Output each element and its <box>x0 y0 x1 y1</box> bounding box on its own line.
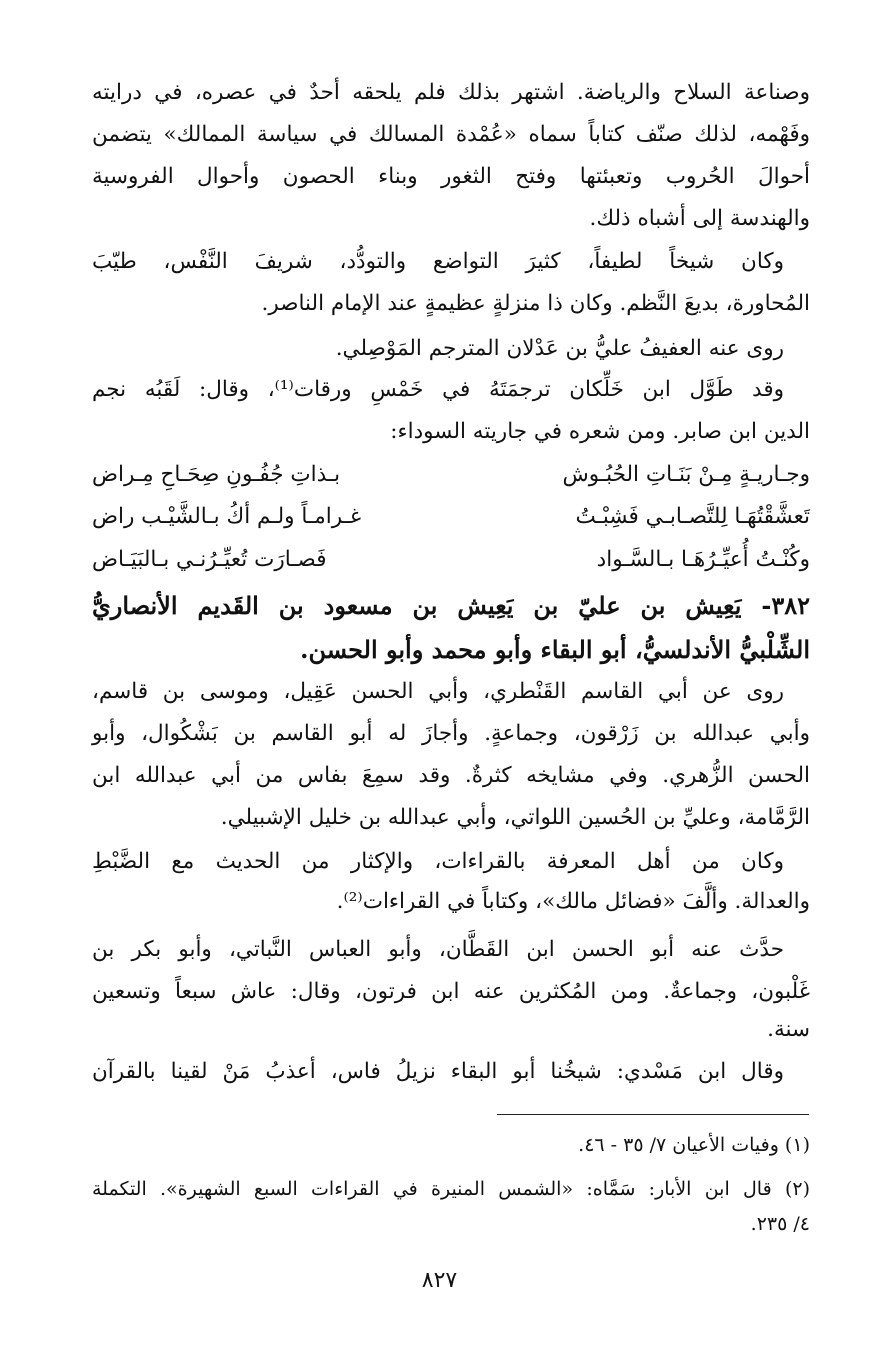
entry-heading-line-2: الشِّلْبيُّ الأندلسيُّ، أبو البقاء وأبو محمد وأبو الحسن. <box>300 635 810 664</box>
paragraph-5-line-4: الرَّمَّامة، وعليِّ بن الحُسين اللواتي، وأبي عبدالله بن خليل الإشبيلي. <box>220 805 810 830</box>
paragraph-7-line-3: سنة. <box>767 1017 810 1042</box>
paragraph-1-line-1: وصناعة السلاح والرياضة. اشتهر بذلك فلم يلحقه أحدٌ في عصره، في درايته <box>92 80 810 105</box>
paragraph-2-line-1: وكان شيخاً لطيفاً، كثيرَ التواضع والتودُّد، شريفَ النَّفْس، طيّبَ <box>92 249 784 274</box>
poem-verse-1-first-hemistich: وجـاريـةٍ مِـنْ بَنَـاتِ الحُبُـوش <box>562 462 810 487</box>
paragraph-1-line-2: وفَهْمه، لذلك صنّف كتاباً سماه «عُمْدة المسالك في سياسة الممالك» يتضمن <box>92 122 810 147</box>
paragraph-1-line-4: والهندسة إلى أشباه ذلك. <box>589 206 810 231</box>
footnote-2-line-2: ٤/ ٢٣٥. <box>750 1213 810 1235</box>
poem-verse-3-second-hemistich: فَصـارَت تُعيِّـرُنـي بـالبَيَـاض <box>92 547 327 572</box>
paragraph-7-line-2: غَلْبون، وجماعةٌ. ومن المُكثرين عنه ابن فرتون، وقال: عاش سبعاً وتسعين <box>92 979 810 1004</box>
paragraph-1-line-3: أحوالَ الحُروب وتعبئتها وفتح الثغور وبناء الحصون وأحوال الفروسية <box>92 164 810 189</box>
poem-verse-2-first-hemistich: تَعشَّقْتُهَـا لِلتَّصـابـي فَشِبْـتُ <box>575 504 810 529</box>
footnote-2-line-1: (٢) قال ابن الأبار: سَمَّاه: «الشمس المنيرة في القراءات السبع الشهيرة». التكملة <box>92 1178 810 1200</box>
poem-verse-1-second-hemistich: بـذاتِ جُفُـونِ صِحَـاحِ مِـراض <box>92 462 341 487</box>
paragraph-5-line-3: الحسن الزُّهري. وفي مشايخه كثرةٌ. وقد سمِعَ بفاس من أبي عبدالله ابن <box>92 763 810 788</box>
paragraph-4-line-1: وقد طَوَّل ابن خَلِّكان ترجمَتَهُ في خَمْسِ ورقات⁽¹⁾، وقال: لَقَبُه نجم <box>92 377 784 402</box>
poem-verse-2-second-hemistich: غـرامـاً ولـم أكُ بـالشَّيْـب راض <box>92 504 362 529</box>
paragraph-4-line-2: الدين ابن صابر. ومن شعره في جاريته السوداء: <box>390 419 810 444</box>
poem-verse-3-first-hemistich: وكُنْـتُ أُعيِّـرُهَـا بـالسَّـواد <box>596 547 810 572</box>
paragraph-6-line-2: والعدالة. وألَّفَ «فضائل مالك»، وكتاباً في القراءات⁽²⁾. <box>336 889 810 914</box>
poem-verse-2 <box>92 497 810 537</box>
footnote-1: (١) وفيات الأعيان ٧/ ٣٥ - ٤٦. <box>578 1134 810 1156</box>
paragraph-8-line-1: وقال ابن مَسْدي: شيخُنا أبو البقاء نزيلُ فاس، أعذبُ مَنْ لقينا بالقرآن <box>92 1059 784 1084</box>
paragraph-7-line-1: حدَّث عنه أبو الحسن ابن القَطَّان، وأبو العباس النَّباتي، وأبو بكر بن <box>92 937 784 962</box>
paragraph-2-line-2: المُحاورة، بديعَ النَّظم. وكان ذا منزلةٍ عظيمةٍ عند الإمام الناصر. <box>261 291 810 316</box>
paragraph-6-line-1: وكان من أهل المعرفة بالقراءات، والإكثار من الحديث مع الضَّبْطِ <box>92 849 784 874</box>
page-number: ٨٢٧ <box>421 1268 458 1293</box>
footnote-separator <box>497 1114 809 1115</box>
poem-verse-1 <box>92 455 810 495</box>
paragraph-3-line-1: روى عنه العفيفُ عليُّ بن عَدْلان المترجم المَوْصِلي. <box>335 336 784 361</box>
entry-heading-line-1: ٣٨٢- يَعِيش بن عليّ بن يَعِيش بن مسعود بن القَديم الأنصاريُّ <box>92 591 810 620</box>
paragraph-5-line-2: وأبي عبدالله بن زَرْقون، وجماعةٍ. وأجازَ له أبو القاسم بن بَشْكُوال، وأبو <box>92 721 810 746</box>
poem-verse-3 <box>92 540 810 580</box>
paragraph-5-line-1: روى عن أبي القاسم القَنْطري، وأبي الحسن عَقِيل، وموسى بن قاسم، <box>92 679 784 704</box>
